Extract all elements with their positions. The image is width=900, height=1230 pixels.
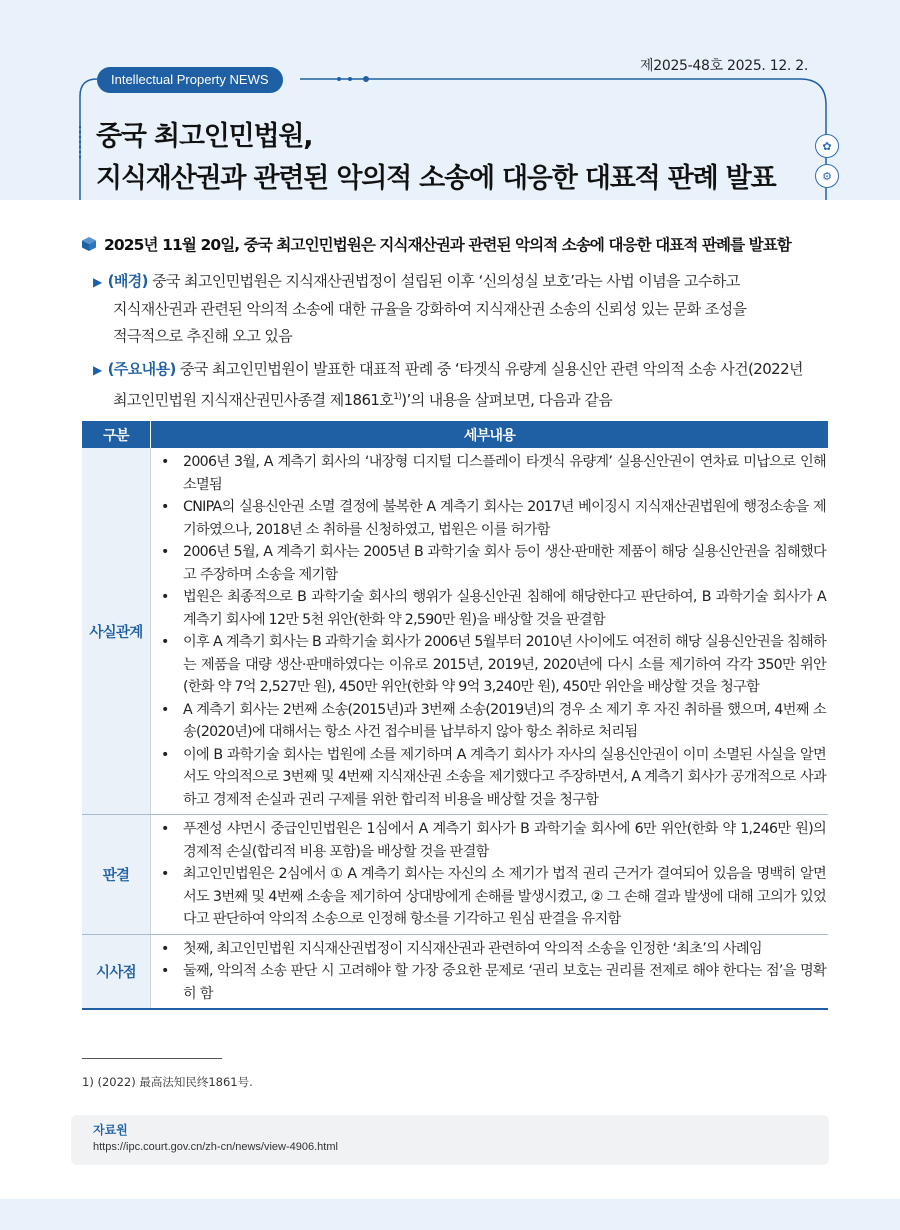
- footnote-divider: [82, 1058, 222, 1059]
- triangle-bullet-icon: ▶: [93, 275, 102, 289]
- list-item: • CNIPA의 실용신안권 소멸 결정에 불복한 A 계측기 회사는 2017년 베이징시 지식재산권법원에 행정소송을 제기하였으나, 2018년 소 취하를 신청하였고, 법원은 이를 허가함: [151, 496, 828, 541]
- footnote: 1) (2022) 最高法知民终1861号.: [82, 1075, 253, 1089]
- network-icon: ⚙: [815, 164, 839, 188]
- footnote-ref: 1): [393, 392, 402, 402]
- newsletter-badge: Intellectual Property NEWS: [97, 67, 283, 93]
- header-category: 구분: [82, 421, 151, 448]
- page-title: [96, 116, 775, 200]
- table-row: [82, 934, 828, 1009]
- list-item: • 법원은 최종적으로 B 과학기술 회사의 행위가 실용신안권 침해에 해당한다고 판단하여, B 과학기술 회사가 A 계측기 회사에 12만 5천 위안(한화 약 2,590만 원)을 배상할 것을 판결함: [151, 586, 828, 631]
- main-content-line-2a: 최고인민법원 지식재산권민사종결 제1861호: [113, 391, 394, 409]
- footer-band: [0, 1199, 900, 1230]
- background-line-2: 지식재산권과 관련된 악의적 소송에 대한 규율을 강화하여 지식재산권 소송의 신뢰성 있는 문화 조성을: [113, 300, 747, 318]
- list-item: • 첫째, 최고인민법원 지식재산권법정이 지식재산권과 관련하여 악의적 소송을 인정한 ‘최초’의 사례임: [151, 938, 828, 961]
- main-content-label: (주요내용): [107, 360, 176, 378]
- background-label: (배경): [107, 272, 148, 290]
- header-detail: 세부내용: [151, 421, 829, 448]
- source-label: 자료원: [93, 1123, 128, 1137]
- list-item: • 최고인민법원은 2심에서 ① A 계측기 회사는 자신의 소 제기가 법적 권리 근거가 결여되어 있음을 명백히 알면서도 3번째 및 4번째 소송을 제기하여 상대방에게 손해를 발생시켰고, ② 그 손해 결과 발생에 대해 고의가 있었다고 판단하여 악의적 소송으로 인정해 항소를 기각하고 원심 판결을 유지함: [151, 863, 828, 931]
- globe-icon: ✿: [815, 134, 839, 158]
- table-row: [82, 815, 828, 935]
- background-paragraph: [93, 268, 828, 350]
- issue-number: 제2025-48호 2025. 12. 2.: [640, 58, 808, 74]
- detail-table: [82, 421, 828, 1010]
- source-box: [71, 1115, 829, 1165]
- cube-icon: [82, 237, 96, 251]
- list-item: • 둘째, 악의적 소송 판단 시 고려해야 할 가장 중요한 문제로 ‘권리 보호는 권리를 전제로 해야 한다는 점’을 명확히 함: [151, 960, 828, 1005]
- row-category: 사실관계: [82, 448, 151, 815]
- list-item: • 이에 B 과학기술 회사는 법원에 소를 제기하며 A 계측기 회사가 자사의 실용신안권이 이미 소멸된 사실을 알면서도 악의적으로 3번째 및 4번째 지식재산권 소송을 제기했다고 주장하면서, A 계측기 회사가 공개적으로 사과하고 경제적 손실과 권리 구제를 위한 합리적 비용을 배상할 것을 청구함: [151, 744, 828, 812]
- title-line-2: 지식재산권과 관련된 악의적 소송에 대응한 대표적 판례 발표: [96, 163, 776, 194]
- headline: [82, 233, 791, 255]
- list-item: • A 계측기 회사는 2번째 소송(2015년)과 3번째 소송(2019년)의 경우 소 제기 후 자진 취하를 했으며, 4번째 소송(2020년)에 대해서는 항소 사건 접수비를 납부하지 않아 항소 취하로 처리됨: [151, 699, 828, 744]
- headline-text: 2025년 11월 20일, 중국 최고인민법원은 지식재산권과 관련된 악의적 소송에 대응한 대표적 판례를 발표함: [104, 236, 791, 254]
- background-line-1: 중국 최고인민법원은 지식재산권법정이 설립된 이후 ‘신의성실 보호’라는 사법 이념을 고수하고: [152, 272, 740, 290]
- list-item: • 2006년 5월, A 계측기 회사는 2005년 B 과학기술 회사 등이 생산·판매한 제품이 해당 실용신안권을 침해했다고 주장하며 소송을 제기함: [151, 541, 828, 586]
- main-content-line-1: 중국 최고인민법원이 발표한 대표적 판례 중 ‘타겟식 유량계 실용신안 관련 악의적 소송 사건(2022년: [179, 360, 803, 378]
- triangle-bullet-icon: ▶: [93, 363, 102, 377]
- row-category: 시사점: [82, 934, 151, 1009]
- list-item: • 푸젠성 샤먼시 중급인민법원은 1심에서 A 계측기 회사가 B 과학기술 회사에 6만 위안(한화 약 1,246만 원)의 경제적 손실(합리적 비용 포함)을 배상할 것을 판결함: [151, 818, 828, 863]
- title-line-1: 중국 최고인민법원,: [96, 121, 313, 152]
- table-row: [82, 448, 828, 815]
- list-item: • 이후 A 계측기 회사는 B 과학기술 회사가 2006년 5월부터 2010년 사이에도 여전히 해당 실용신안권을 침해하는 제품을 대량 생산·판매하였다는 이유로 2015년, 2019년, 2020년에 다시 소를 제기하여 각각 350만 위안(한화 약 7억 2,527만 원), 450만 위안(한화 약 9억 3,240만 원), 450만 위안을 배상할 것을 청구함: [151, 631, 828, 699]
- background-line-3: 적극적으로 추진해 오고 있음: [113, 327, 293, 345]
- main-content-paragraph: [93, 356, 828, 414]
- main-content-line-2b: )’의 내용을 살펴보면, 다음과 같음: [401, 391, 613, 409]
- row-category: 판결: [82, 815, 151, 935]
- source-link[interactable]: https://ipc.court.gov.cn/zh-cn/news/view-4906.html: [93, 1141, 338, 1153]
- list-item: • 2006년 3월, A 계측기 회사의 ‘내장형 디지털 디스플레이 타겟식 유량계’ 실용신안권이 연차료 미납으로 인해 소멸됨: [151, 451, 828, 496]
